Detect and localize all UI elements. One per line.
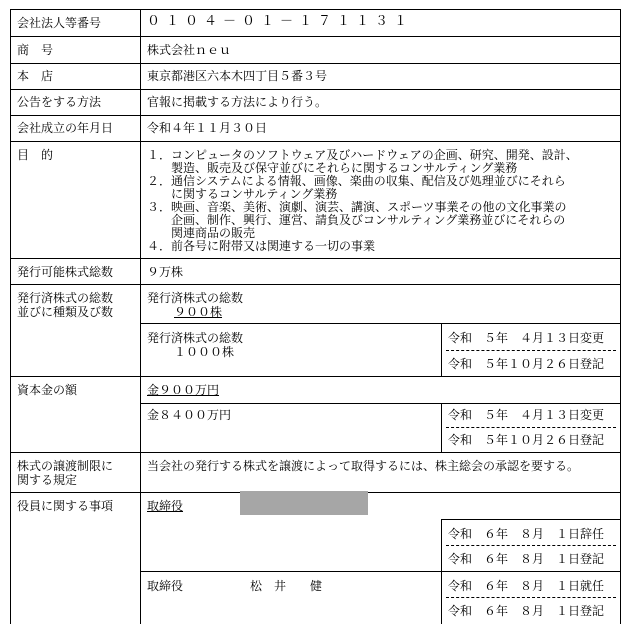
transfer-restriction-label-2: 関する規定 [17, 473, 78, 487]
corp-number-value: ０１０４－０１－１７１１３１ [147, 14, 414, 29]
date-column-border [441, 519, 442, 624]
row-border [10, 141, 620, 142]
trade-name-value: 株式会社ｎｅｕ [147, 43, 232, 57]
head-office-value: 東京都港区六本木四丁目５番３号 [147, 69, 328, 83]
issued-shares-label-1: 発行済株式の総数 [17, 291, 114, 305]
issued-shares-new-value: １０００株 [174, 345, 235, 359]
trade-name-label: 商 号 [17, 43, 54, 57]
issued-shares-old-value: ９００株 [174, 305, 223, 319]
row-border [10, 89, 620, 90]
officers-label: 役員に関する事項 [17, 499, 114, 513]
cell-border [140, 323, 620, 324]
dashed-divider [446, 350, 616, 351]
head-office-label: 本 店 [17, 69, 54, 83]
dashed-divider [446, 597, 616, 598]
dashed-divider [446, 427, 616, 428]
director2-title: 取締役 [147, 579, 184, 593]
capital-new-value: 金８４００万円 [147, 408, 232, 422]
purpose-label: 目 的 [17, 148, 54, 162]
purpose-line: ２．通信システムによる情報、画像、楽曲の収集、配信及び処理並びにそれら [147, 174, 566, 188]
director1-resign-date: 令和 ６年 ８月 １日辞任 [448, 527, 605, 541]
purpose-line: に関するコンサルティング業務 [147, 187, 338, 201]
row-border [10, 63, 620, 64]
table-left-border [10, 9, 11, 624]
purpose-line: ４．前各号に附帯又は関連する一切の事業 [147, 239, 376, 253]
capital-label: 資本金の額 [17, 383, 78, 397]
issued-shares-label-2: 並びに種類及び数 [17, 305, 114, 319]
public-notice-value: 官報に掲載する方法により行う。 [147, 95, 328, 109]
director1-registered-date: 令和 ６年 ８月 １日登記 [448, 552, 605, 566]
authorized-shares-label: 発行可能株式総数 [17, 265, 114, 279]
transfer-restriction-label-1: 株式の譲渡制限に [17, 459, 114, 473]
capital-change-date: 令和 ５年 ４月１３日変更 [448, 408, 605, 422]
purpose-line: ３．映画、音楽、美術、演劇、演芸、講演、スポーツ事業その他の文化事業の [147, 200, 567, 214]
row-border [10, 258, 620, 259]
date-column-border [441, 403, 442, 452]
issued-shares-change-date: 令和 ５年 ４月１３日変更 [448, 331, 605, 345]
dashed-divider [446, 545, 616, 546]
director1-title: 取締役 [147, 499, 184, 513]
director2-appointed-date: 令和 ６年 ８月 １日就任 [448, 579, 605, 593]
transfer-restriction-value: 当会社の発行する株式を譲渡によって取得するには、株主総会の承認を要する。 [147, 459, 580, 473]
director2-registered-date: 令和 ６年 ８月 １日登記 [448, 604, 605, 618]
established-label: 会社成立の年月日 [17, 121, 114, 135]
purpose-line: 関連商品の販売 [147, 226, 256, 240]
director2-name: 松 井 健 [250, 579, 323, 593]
row-border [10, 284, 620, 285]
issued-shares-new-caption: 発行済株式の総数 [147, 331, 244, 345]
issued-shares-registered-date: 令和 ５年１０月２６日登記 [448, 357, 605, 371]
row-border [10, 9, 620, 10]
cell-border [140, 571, 620, 572]
corp-number-label: 会社法人等番号 [17, 16, 102, 30]
authorized-shares-value: ９万株 [147, 265, 184, 279]
row-border [10, 376, 620, 377]
row-border [10, 115, 620, 116]
date-column-border [441, 323, 442, 376]
capital-registered-date: 令和 ５年１０月２６日登記 [448, 433, 605, 447]
established-value: 令和４年１１月３０日 [147, 121, 268, 135]
public-notice-label: 公告をする方法 [17, 95, 102, 109]
label-column-border [140, 9, 141, 624]
cell-border [441, 519, 620, 520]
capital-old-value: 金９００万円 [147, 383, 220, 397]
redacted-name-block [240, 491, 368, 515]
table-right-border [620, 9, 621, 624]
purpose-line: １．コンピュータのソフトウェア及びハードウェアの企画、研究、開発、設計、 [147, 148, 578, 162]
issued-shares-old-caption: 発行済株式の総数 [147, 291, 244, 305]
purpose-line: 製造、販売及び保守並びにそれらに関するコンサルティング業務 [147, 161, 518, 175]
cell-border [140, 403, 620, 404]
purpose-line: 企画、制作、興行、運営、請負及びコンサルティング業務並びにそれらの [147, 213, 566, 227]
row-border [10, 452, 620, 453]
row-border [10, 36, 620, 37]
